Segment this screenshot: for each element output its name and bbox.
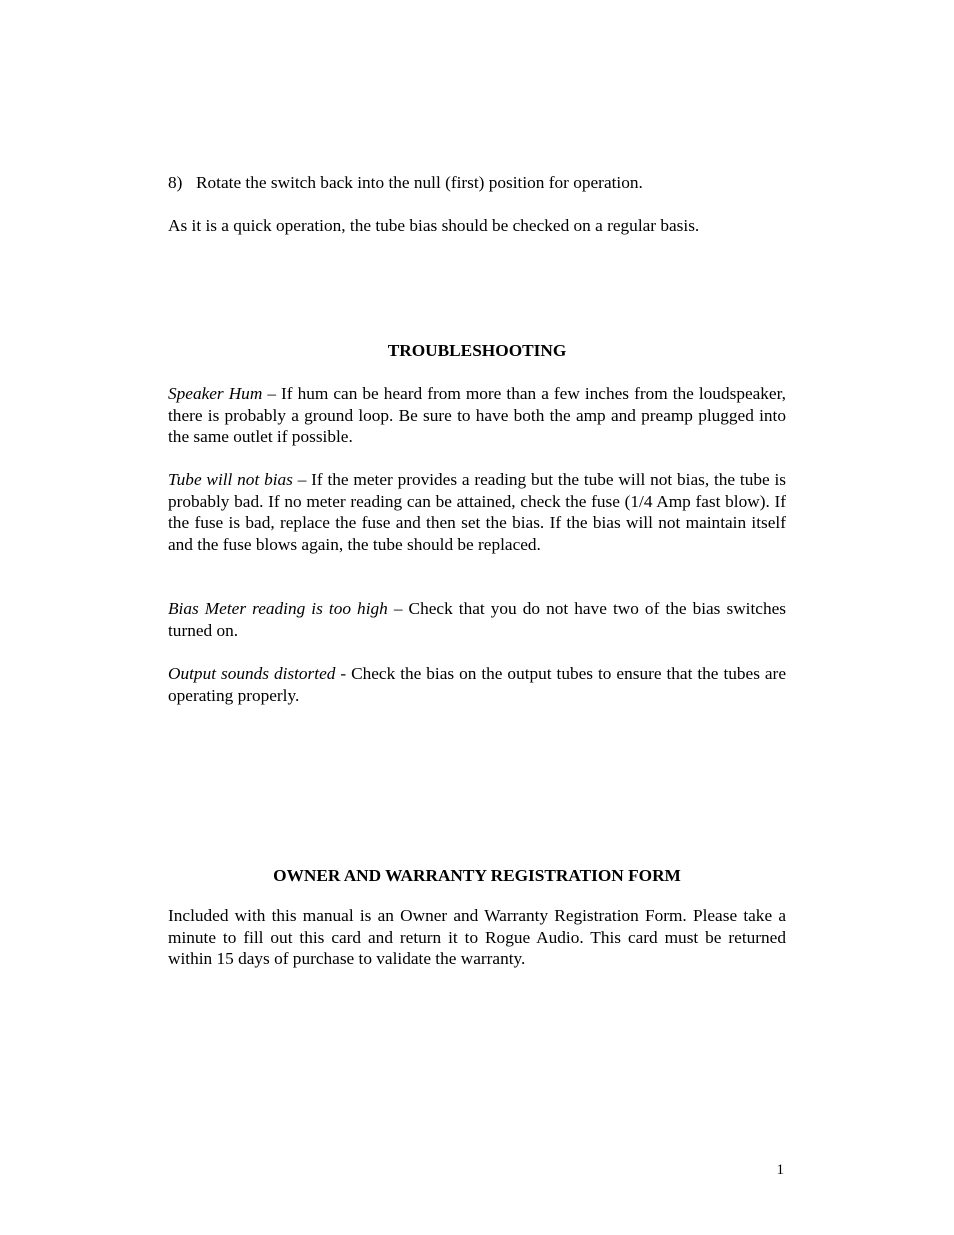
troubleshooting-description: – Check that you do not have two of the bias switches turned on. [168,599,786,640]
troubleshooting-term: Output sounds distorted [168,664,336,683]
page-number: 1 [776,1162,784,1178]
troubleshooting-term: Tube will not bias [168,470,293,489]
registration-heading: OWNER AND WARRANTY REGISTRATION FORM [273,866,681,885]
step-8-paragraph [168,172,786,194]
step-number: 8) [168,173,183,192]
troubleshooting-term: Speaker Hum [168,384,263,403]
troubleshooting-heading: TROUBLESHOOTING [387,341,567,360]
troubleshooting-item-output-distorted [168,663,786,706]
troubleshooting-item-tube-bias [168,469,786,555]
troubleshooting-item-speaker-hum [168,383,786,448]
troubleshooting-item-bias-meter [168,598,786,641]
step-text: Rotate the switch back into the null (first) position for operation. [196,173,643,192]
troubleshooting-description: – If the meter provides a reading but the tube will not bias, the tube is probably bad. If no meter reading can be attained, check the fuse (1/4 Amp fast blow). If the fuse is bad, replace the fuse and then set the bias. If the bias will not maintain itself and the fuse blows again, the tube should be replaced. [168,470,787,554]
troubleshooting-description: – If hum can be heard from more than a few inches from the loudspeaker, there is probably a ground loop. Be sure to have both the amp and preamp plugged into the same outlet if possible. [168,384,786,447]
bias-check-note: As it is a quick operation, the tube bias should be checked on a regular basis. [168,216,700,235]
registration-paragraph: Included with this manual is an Owner and Warranty Registration Form. Please take a minute to fill out this card and return it to Rogue Audio. This card must be returned within 15 days of purchase to validate the warranty. [168,906,786,969]
troubleshooting-term: Bias Meter reading is too high [168,599,388,618]
troubleshooting-description: - Check the bias on the output tubes to ensure that the tubes are operating properly. [168,664,786,705]
